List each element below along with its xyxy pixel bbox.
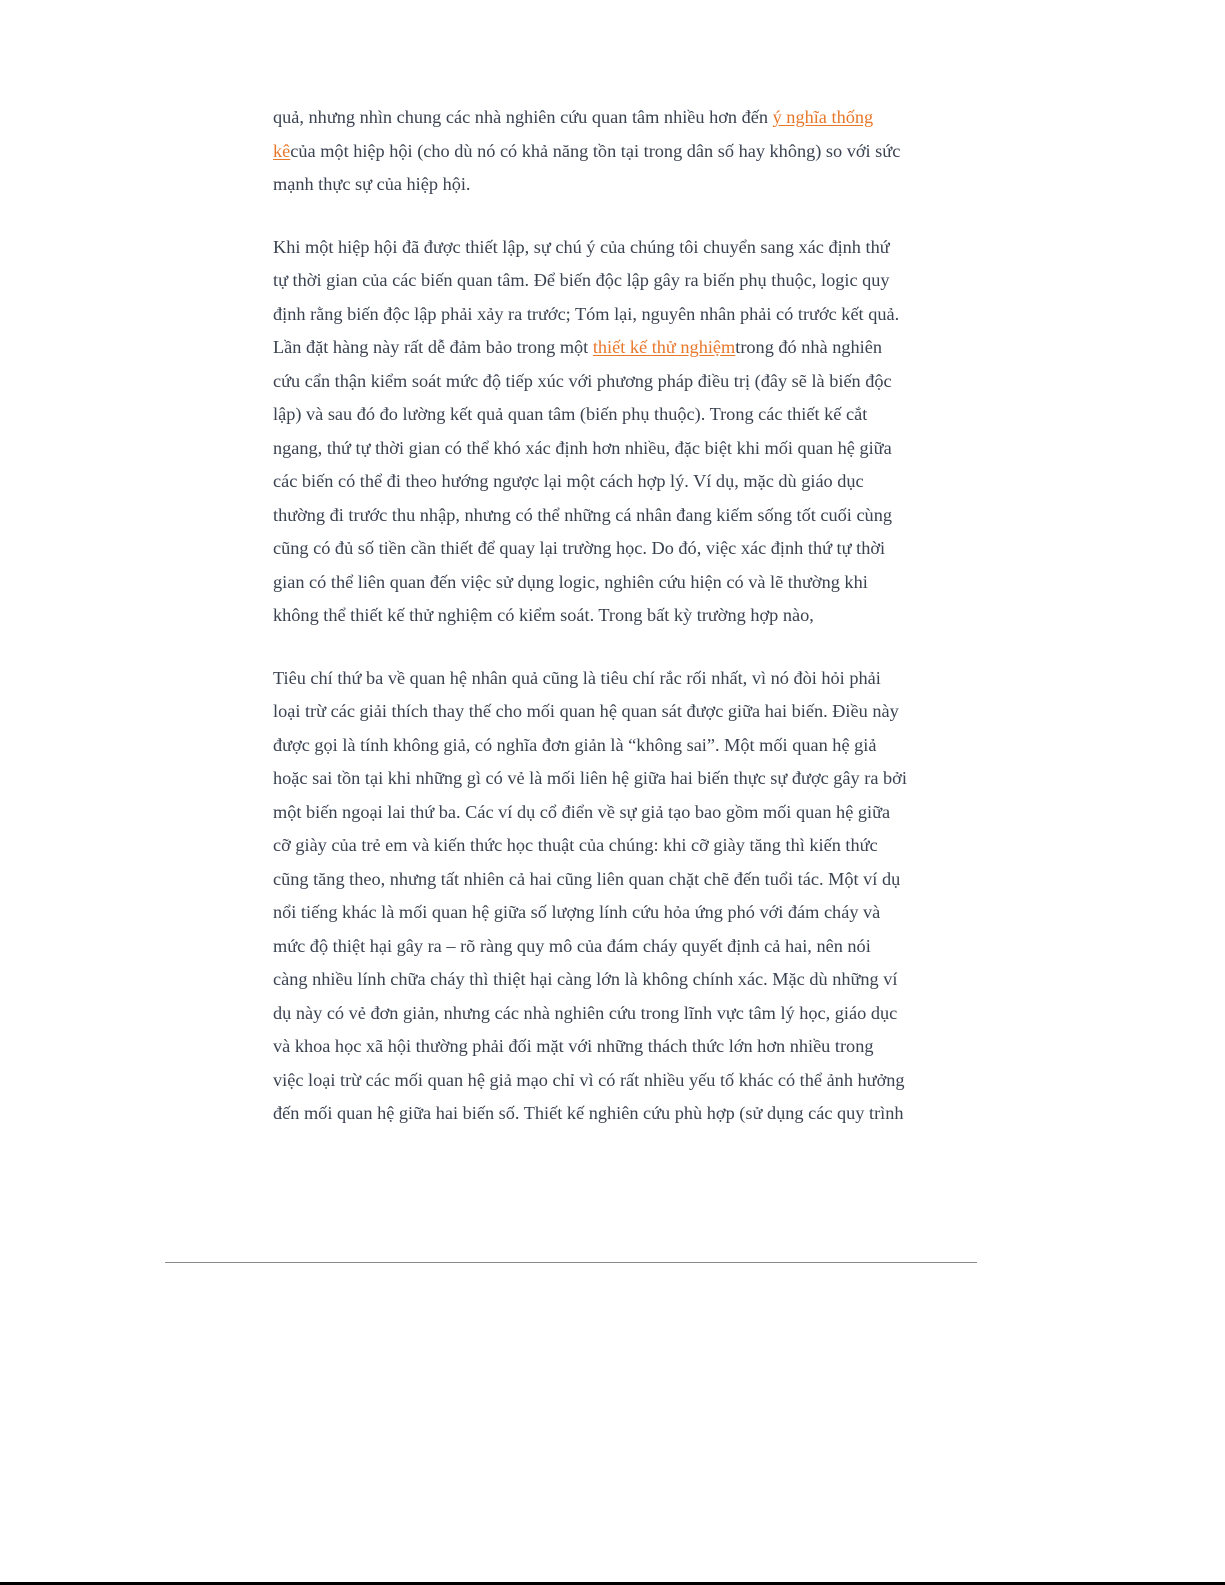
text-segment: thường đi trước thu nhập, nhưng có thể những cá nhân đang kiếm sống tốt cuối cùng (273, 504, 892, 525)
text-line (273, 896, 961, 930)
text-segment: một biến ngoại lai thứ ba. Các ví dụ cổ điển về sự giả tạo bao gồm mối quan hệ giữa (273, 801, 891, 822)
text-line (273, 1064, 961, 1098)
text-line (273, 465, 961, 499)
paragraph-gap (273, 202, 961, 231)
inline-link[interactable]: thiết kế thử nghiệm (592, 337, 736, 357)
text-line (273, 1030, 961, 1064)
paragraph (273, 662, 961, 1131)
text-segment: không thể thiết kế thử nghiệm có kiểm soát. Trong bất kỳ trường hợp nào, (273, 605, 814, 625)
text-segment: được gọi là tính không giả, có nghĩa đơn giản là “không sai”. Một mối quan hệ giả (273, 734, 877, 755)
text-line (273, 101, 961, 135)
text-line (273, 695, 961, 729)
text-line (273, 963, 961, 997)
text-line (273, 662, 961, 696)
text-line (273, 599, 961, 633)
text-segment: càng nhiều lính chữa cháy thì thiệt hại càng lớn là không chính xác. Mặc dù những ví (273, 969, 898, 989)
text-line (273, 829, 961, 863)
paragraph (273, 231, 961, 633)
text-segment: mạnh thực sự của hiệp hội. (273, 174, 471, 194)
text-line (273, 398, 961, 432)
text-segment: cũng tăng theo, nhưng tất nhiên cả hai cũng liên quan chặt chẽ đến tuổi tác. Một ví dụ (273, 868, 901, 889)
text-line (273, 729, 961, 763)
text-segment: trong đó nhà nghiên (735, 337, 882, 357)
text-line (273, 863, 961, 897)
text-segment: của một hiệp hội (cho dù nó có khả năng tồn tại trong dân số hay không) so với sức (290, 140, 901, 161)
text-segment: dụ này có vẻ đơn giản, nhưng các nhà nghiên cứu trong lĩnh vực tâm lý học, giáo dục (273, 1002, 898, 1023)
text-segment: Tiêu chí thứ ba về quan hệ nhân quả cũng là tiêu chí rắc rối nhất, vì nó đòi hỏi phải (273, 667, 881, 688)
text-line (273, 762, 961, 796)
text-segment: mức độ thiệt hại gây ra – rõ ràng quy mô của đám cháy quyết định cả hai, nên nói (273, 935, 871, 956)
text-line (273, 796, 961, 830)
text-segment: cũng có đủ số tiền cần thiết để quay lại trường học. Do đó, việc xác định thứ tự thời (273, 538, 886, 558)
document-body (273, 101, 961, 1131)
text-line (273, 365, 961, 399)
text-segment: lập) và sau đó đo lường kết quả quan tâm (biến phụ thuộc). Trong các thiết kế cắt (273, 404, 868, 424)
text-line (273, 566, 961, 600)
text-segment: cỡ giày của trẻ em và kiến thức học thuật của chúng: khi cỡ giày tăng thì kiến thức (273, 835, 878, 855)
paragraph-gap (273, 633, 961, 662)
text-segment: định rằng biến độc lập phải xảy ra trước; Tóm lại, nguyên nhân phải có trước kết quả. (273, 303, 900, 324)
text-line (273, 331, 961, 365)
text-segment: và khoa học xã hội thường phải đối mặt với những thách thức lớn hơn nhiều trong (273, 1036, 874, 1056)
text-line (273, 997, 961, 1031)
text-segment: Khi một hiệp hội đã được thiết lập, sự chú ý của chúng tôi chuyển sang xác định thứ (273, 236, 890, 257)
text-line (273, 930, 961, 964)
inline-link[interactable]: ý nghĩa thống (772, 107, 874, 127)
text-segment: quả, nhưng nhìn chung các nhà nghiên cứu quan tâm nhiều hơn đến (273, 107, 773, 127)
text-segment: nổi tiếng khác là mối quan hệ giữa số lượng lính cứu hỏa ứng phó với đám cháy và (273, 902, 881, 922)
text-segment: đến mối quan hệ giữa hai biến số. Thiết kế nghiên cứu phù hợp (sử dụng các quy trình (273, 1103, 904, 1123)
text-segment: ngang, thứ tự thời gian có thể khó xác định hơn nhiều, đặc biệt khi mối quan hệ giữa (273, 437, 892, 458)
text-line (273, 1097, 961, 1131)
text-line (273, 298, 961, 332)
text-line (273, 231, 961, 265)
text-segment: việc loại trừ các mối quan hệ giả mạo chỉ vì có rất nhiều yếu tố khác có thể ảnh hưởng (273, 1069, 905, 1090)
text-line (273, 264, 961, 298)
text-segment: Lần đặt hàng này rất dễ đảm bảo trong một (273, 337, 593, 357)
text-line (273, 499, 961, 533)
text-segment: tự thời gian của các biến quan tâm. Để biến độc lập gây ra biến phụ thuộc, logic quy (273, 270, 890, 290)
text-segment: các biến có thể đi theo hướng ngược lại một cách hợp lý. Ví dụ, mặc dù giáo dục (273, 471, 864, 491)
text-segment: hoặc sai tồn tại khi những gì có vẻ là mối liên hệ giữa hai biến thực sự được gây ra bởi (273, 768, 907, 788)
text-segment: loại trừ các giải thích thay thế cho mối quan hệ quan sát được giữa hai biến. Điều này (273, 701, 899, 721)
text-line (273, 532, 961, 566)
text-line (273, 432, 961, 466)
paragraph (273, 101, 961, 202)
text-segment: gian có thể liên quan đến việc sử dụng logic, nghiên cứu hiện có và lẽ thường khi (273, 571, 868, 592)
text-line (273, 135, 961, 169)
inline-link[interactable]: kê (273, 140, 291, 161)
page-divider (165, 1262, 977, 1263)
text-line (273, 168, 961, 202)
text-segment: cứu cẩn thận kiểm soát mức độ tiếp xúc với phương pháp điều trị (đây sẽ là biến độc (273, 370, 892, 391)
